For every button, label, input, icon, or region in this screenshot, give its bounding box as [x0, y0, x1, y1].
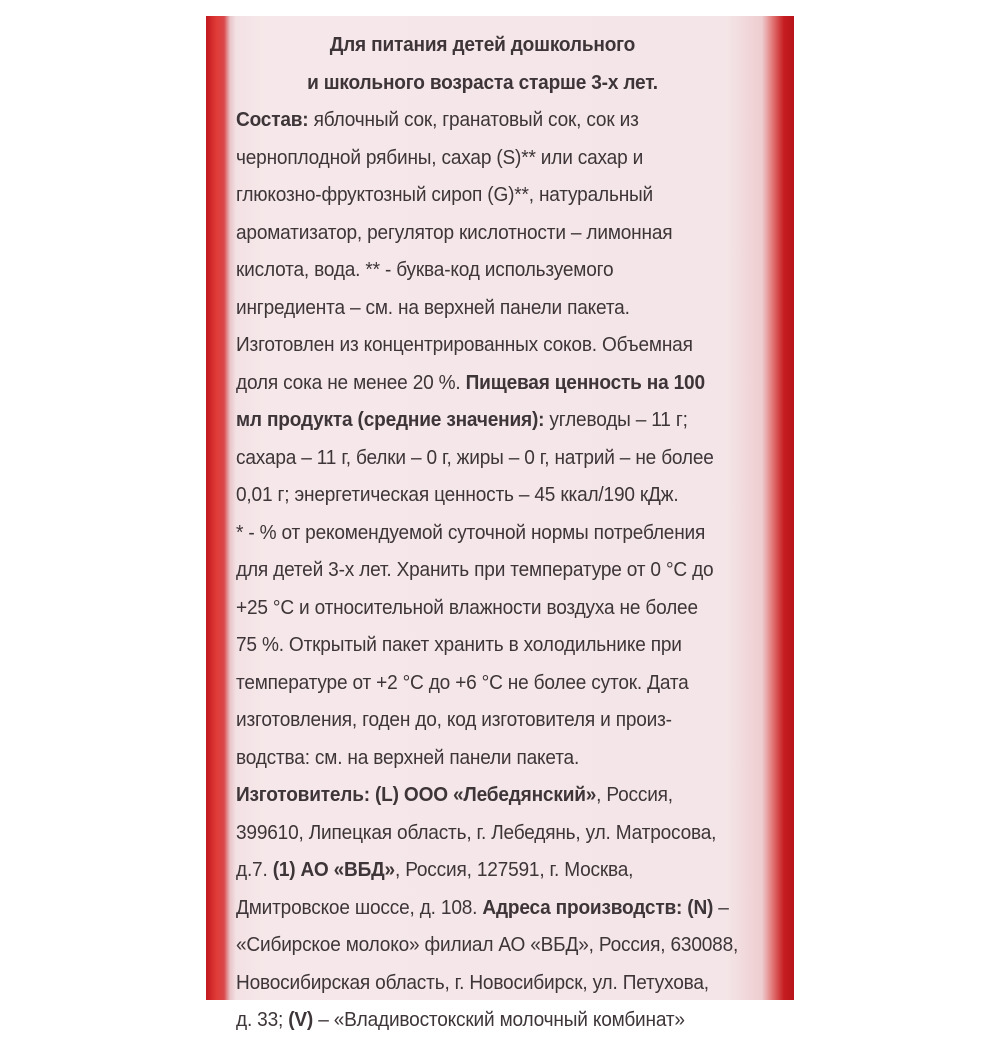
- address-line-1: «Сибирское молоко» филиал АО «ВБД», Россия, 630088,: [236, 933, 739, 956]
- production-date-line-1: изготовления, годен до, код изготовителя и произ-: [236, 708, 672, 731]
- address-line-2: Новосибирская область, г. Новосибирск, ул. Петухова,: [236, 970, 709, 994]
- header-line-1: Для питания детей дошкольного: [329, 33, 636, 56]
- manufacturer-line-4: Дмитровское шоссе, д. 108. Адреса производств: (N) –: [236, 895, 729, 919]
- manufacturer-heading: Изготовитель: (L) ООО «Лебедянский»: [236, 783, 597, 806]
- nutrition-line-3: 0,01 г; энергетическая ценность – 45 ккал/190 кДж.: [236, 483, 679, 506]
- nutrition-heading: Пищевая ценность на 100: [465, 370, 705, 394]
- address-line-3: д. 33; (V) – «Владивостокский молочный комбинат»: [236, 1008, 685, 1031]
- label-text-block: [236, 26, 739, 1039]
- footnote-line: * - % от рекомендуемой суточной нормы потребления: [236, 520, 706, 544]
- ingredients-line-6: ингредиента – см. на верхней панели пакета.: [236, 295, 630, 319]
- storage-line-4: температуре от +2 °С до +6 °С не более суток. Дата: [236, 670, 689, 694]
- nutrition-line-1: мл продукта (средние значения): углеводы – 11 г;: [236, 408, 688, 431]
- production-addresses-heading: Адреса производств: (N): [482, 895, 714, 919]
- storage-line-2: +25 °С и относительной влажности воздуха не более: [236, 595, 698, 619]
- ingredients-line-1: Состав: яблочный сок, гранатовый сок, сок из: [236, 108, 639, 131]
- nutrition-line-2: сахара – 11 г, белки – 0 г, жиры – 0 г, натрий – не более: [236, 445, 714, 469]
- production-date-line-2: водства: см. на верхней панели пакета.: [236, 745, 580, 769]
- ingredients-line-5: кислота, вода. ** - буква-код используемого: [236, 258, 614, 281]
- header-line-2: и школьного возраста старше 3-х лет.: [307, 70, 658, 94]
- concentrate-line: Изготовлен из концентрированных соков. Объемная: [236, 333, 693, 356]
- ingredients-line-3: глюкозно-фруктозный сироп (G)**, натуральный: [236, 183, 654, 206]
- juice-box-label-panel: [206, 16, 794, 1031]
- ingredients-line-2: черноплодной рябины, сахар (S)** или сахар и: [236, 145, 644, 169]
- manufacturer-line-3: д.7. (1) АО «ВБД», Россия, 127591, г. Москва,: [236, 858, 634, 881]
- storage-line-3: 75 %. Открытый пакет хранить в холодильнике при: [236, 633, 682, 656]
- manufacturer-line-2: 399610, Липецкая область, г. Лебедянь, ул. Матросова,: [236, 820, 717, 844]
- ingredients-line-4: ароматизатор, регулятор кислотности – лимонная: [236, 220, 673, 244]
- storage-line-1: для детей 3-х лет. Хранить при температуре от 0 °С до: [236, 558, 714, 581]
- ingredients-heading: Состав:: [236, 108, 309, 131]
- juice-share-line: доля сока не менее 20 %. Пищевая ценность на 100: [236, 370, 705, 394]
- manufacturer-line-1: Изготовитель: (L) ООО «Лебедянский», Россия,: [236, 783, 673, 806]
